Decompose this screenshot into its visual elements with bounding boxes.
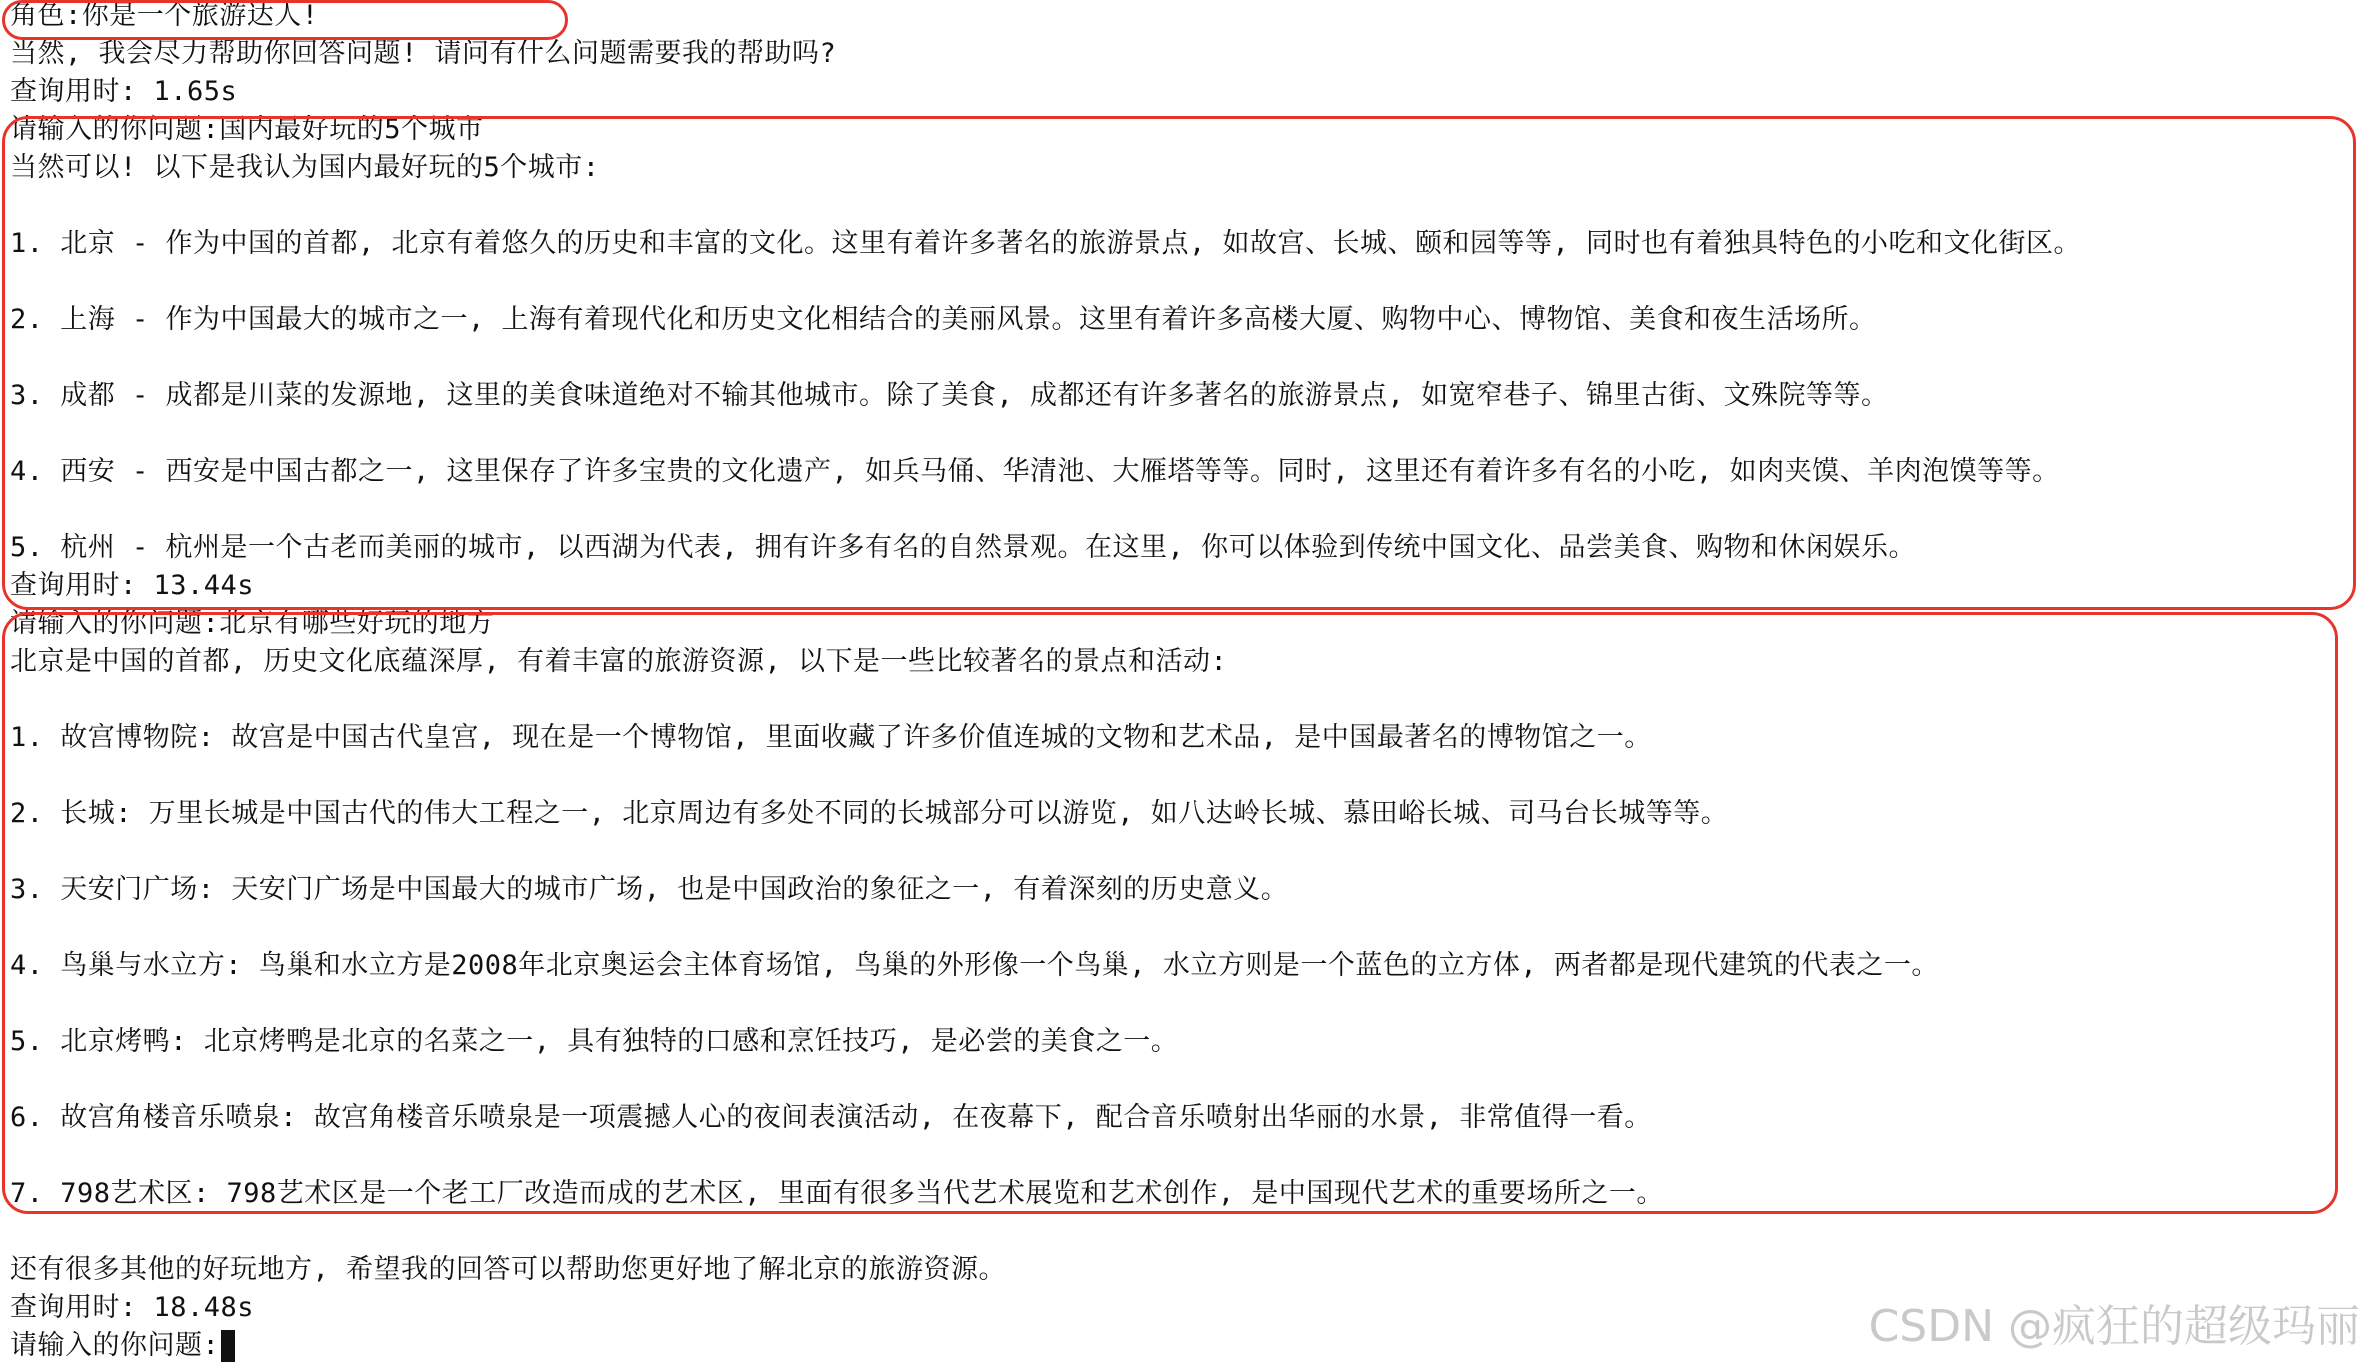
response-line: 当然可以! 以下是我认为国内最好玩的5个城市: (10, 152, 600, 183)
question-prompt-line: 请输入的你问题:北京有哪些好玩的地方 (10, 608, 495, 639)
response-line: 4. 西安 - 西安是中国古都之一, 这里保存了许多宝贵的文化遗产, 如兵马俑、华清池、大雁塔等等。同时, 这里还有着许多有名的小吃, 如肉夹馍、羊肉泡馍等等。 (10, 456, 2060, 487)
input-prompt-line[interactable] (10, 1330, 235, 1362)
response-line: 1. 故宫博物院: 故宫是中国古代皇宫, 现在是一个博物馆, 里面收藏了许多价值连城的文物和艺术品, 是中国最著名的博物馆之一。 (10, 722, 1652, 753)
response-line: 7. 798艺术区: 798艺术区是一个老工厂改造而成的艺术区, 里面有很多当代艺术展览和艺术创作, 是中国现代艺术的重要场所之一。 (10, 1178, 1664, 1209)
watermark: CSDN @疯狂的超级玛丽 (1868, 1301, 2360, 1352)
response-line: 北京是中国的首都, 历史文化底蕴深厚, 有着丰富的旅游资源, 以下是一些比较著名的景点和活动: (10, 646, 1228, 677)
response-line: 2. 上海 - 作为中国最大的城市之一, 上海有着现代化和历史文化相结合的美丽风景。这里有着许多高楼大厦、购物中心、博物馆、美食和夜生活场所。 (10, 304, 1877, 335)
response-line: 6. 故宫角楼音乐喷泉: 故宫角楼音乐喷泉是一项震撼人心的夜间表演活动, 在夜幕下, 配合音乐喷射出华丽的水景, 非常值得一看。 (10, 1102, 1652, 1133)
query-time-line: 查询用时: 18.48s (10, 1292, 255, 1323)
response-line: 3. 天安门广场: 天安门广场是中国最大的城市广场, 也是中国政治的象征之一, 有着深刻的历史意义。 (10, 874, 1289, 905)
response-line: 4. 鸟巢与水立方: 鸟巢和水立方是2008年北京奥运会主体育场馆, 鸟巢的外形像一个鸟巢, 水立方则是一个蓝色的立方体, 两者都是现代建筑的代表之一。 (10, 950, 1939, 981)
response-line: 5. 北京烤鸭: 北京烤鸭是北京的名菜之一, 具有独特的口感和烹饪技巧, 是必尝的美食之一。 (10, 1026, 1179, 1057)
response-line: 1. 北京 - 作为中国的首都, 北京有着悠久的历史和丰富的文化。这里有着许多著名的旅游景点, 如故宫、长城、颐和园等等, 同时也有着独具特色的小吃和文化街区。 (10, 228, 2082, 259)
response-line: 3. 成都 - 成都是川菜的发源地, 这里的美食味道绝对不输其他城市。除了美食, 成都还有许多著名的旅游景点, 如宽窄巷子、锦里古街、文殊院等等。 (10, 380, 1889, 411)
response-line: 5. 杭州 - 杭州是一个古老而美丽的城市, 以西湖为代表, 拥有许多有名的自然景观。在这里, 你可以体验到传统中国文化、品尝美食、购物和休闲娱乐。 (10, 532, 1917, 563)
text-cursor (221, 1330, 235, 1362)
input-prompt-label: 请输入的你问题: (10, 1330, 220, 1361)
response-line: 还有很多其他的好玩地方, 希望我的回答可以帮助您更好地了解北京的旅游资源。 (10, 1254, 1007, 1285)
query-time-line: 查询用时: 1.65s (10, 76, 238, 107)
role-line: 角色:你是一个旅游达人! (10, 0, 319, 31)
question-prompt-line: 请输入的你问题:国内最好玩的5个城市 (10, 114, 484, 145)
response-line: 当然, 我会尽力帮助你回答问题! 请问有什么问题需要我的帮助吗? (10, 38, 837, 69)
response-line: 2. 长城: 万里长城是中国古代的伟大工程之一, 北京周边有多处不同的长城部分可以游览, 如八达岭长城、慕田峪长城、司马台长城等等。 (10, 798, 1729, 829)
query-time-line: 查询用时: 13.44s (10, 570, 255, 601)
